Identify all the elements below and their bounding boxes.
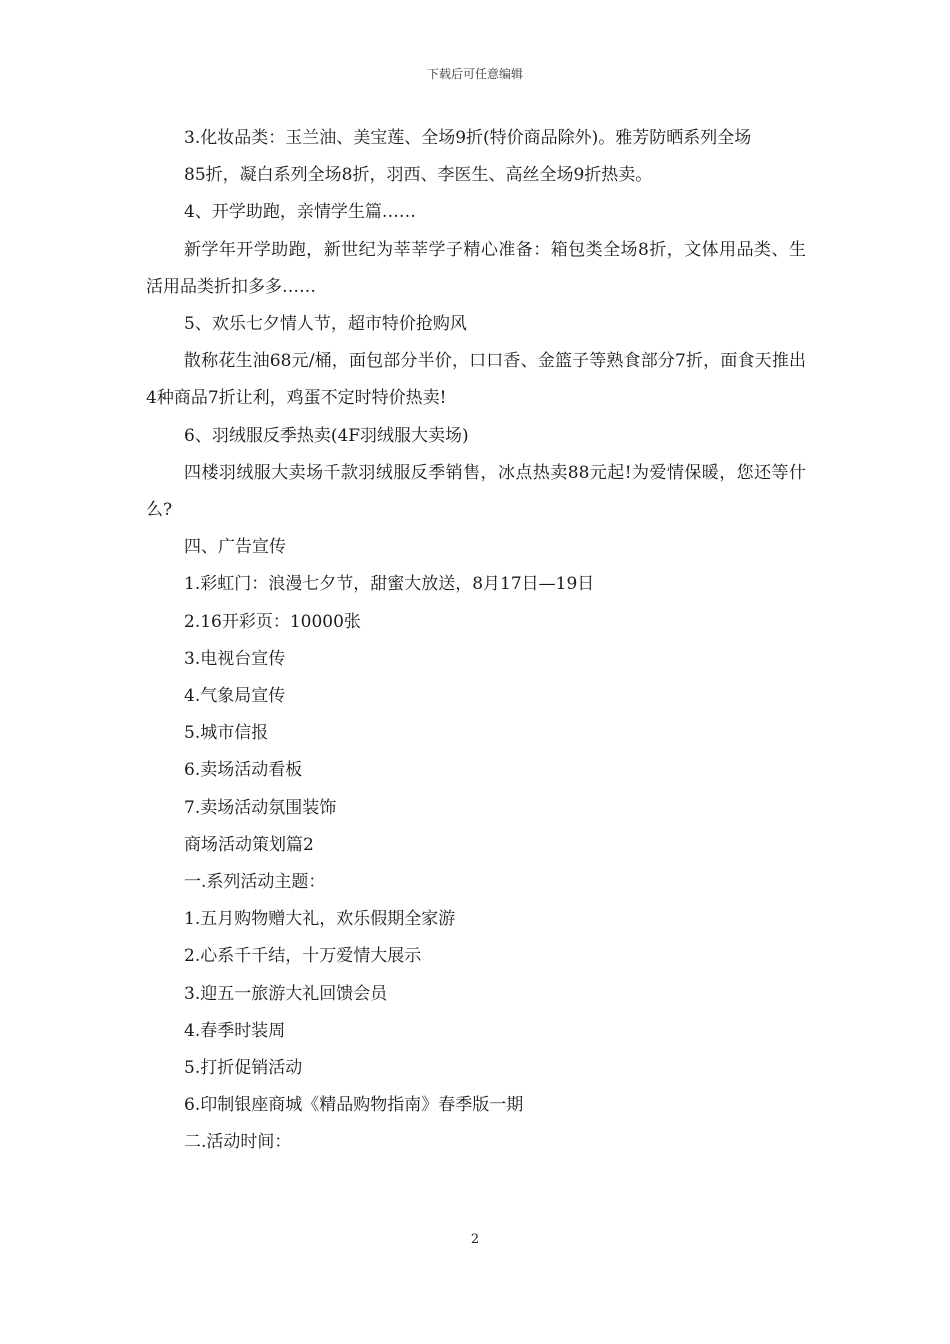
list-item: 3.电视台宣传 [184, 648, 286, 669]
section-title: 商场活动策划篇2 [184, 834, 314, 855]
list-item: 2.16开彩页：10000张 [184, 611, 361, 632]
list-item: 7.卖场活动氛围装饰 [184, 797, 337, 818]
paragraph-school-season: 新学年开学助跑，新世纪为莘莘学子精心准备：箱包类全场8折，文体用品类、生活用品类折扣多多…… [146, 239, 806, 297]
heading-school-season: 4、开学助跑，亲情学生篇…… [184, 202, 416, 223]
list-item: 1.五月购物赠大礼，欢乐假期全家游 [184, 909, 456, 930]
list-item: 4.气象局宣传 [184, 686, 286, 707]
list-item: 5.打折促销活动 [184, 1058, 303, 1079]
document-body [146, 120, 806, 1162]
page-header-note: 下载后可任意编辑 [426, 67, 523, 81]
paragraph-down-jacket: 四楼羽绒服大卖场千款羽绒服反季销售，冰点热卖88元起!为爱情保暖，您还等什么? [146, 462, 806, 521]
heading-qixi: 5、欢乐七夕情人节，超市特价抢购风 [184, 314, 467, 335]
list-item: 4.春季时装周 [184, 1020, 286, 1041]
list-item: 1.彩虹门：浪漫七夕节，甜蜜大放送，8月17日—19日 [184, 574, 595, 595]
paragraph-cosmetics-continued: 85折，凝白系列全场8折，羽西、李医生、高丝全场9折热卖。 [184, 165, 653, 186]
paragraph-cosmetics: 3.化妆品类：玉兰油、美宝莲、全场9折(特价商品除外)。雅芳防晒系列全场 [184, 128, 752, 148]
list-item: 2.心系千千结，十万爱情大展示 [184, 946, 422, 967]
page-number: 2 [470, 1232, 480, 1247]
list-item: 5.城市信报 [184, 723, 269, 744]
heading-activity-themes: 一.系列活动主题： [184, 872, 326, 893]
list-item: 6.印制银座商城《精品购物指南》春季版一期 [184, 1095, 524, 1116]
list-item: 3.迎五一旅游大礼回馈会员 [184, 983, 388, 1004]
heading-activity-time: 二.活动时间： [184, 1132, 292, 1153]
heading-advertising: 四、广告宣传 [184, 537, 286, 558]
heading-down-jacket: 6、羽绒服反季热卖(4F羽绒服大卖场) [184, 425, 469, 446]
paragraph-qixi: 散称花生油68元/桶，面包部分半价，口口香、金篮子等熟食部分7折，面食天推出4种商品7折让利，鸡蛋不定时特价热卖! [146, 351, 806, 409]
list-item: 6.卖场活动看板 [184, 760, 303, 781]
